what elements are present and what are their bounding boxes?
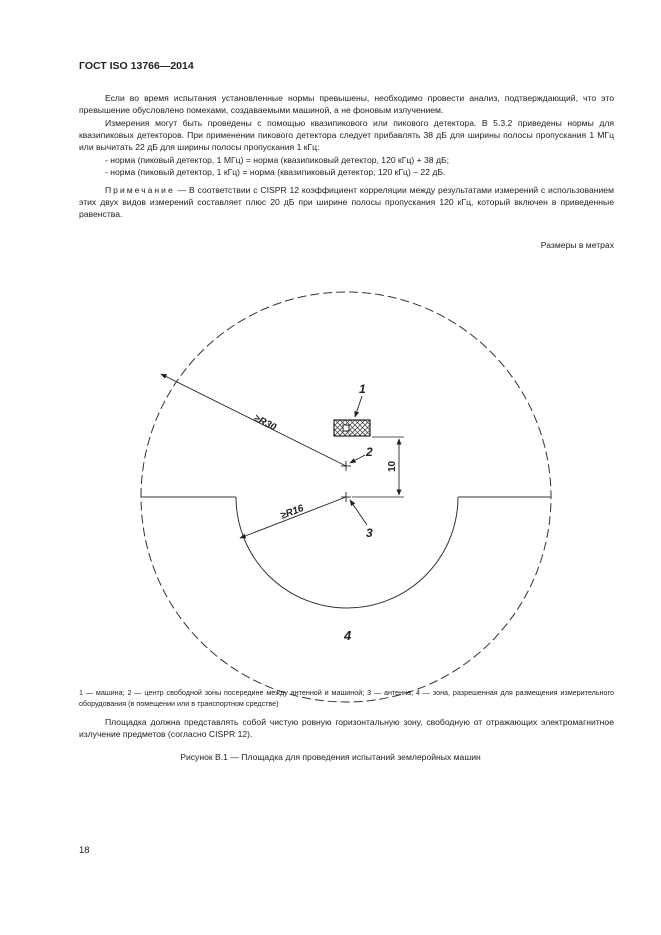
units-note: Размеры в метрах [540, 240, 614, 250]
machine-box [334, 420, 370, 436]
figure-caption: Рисунок В.1 — Площадка для проведения испытаний землеройных машин [180, 752, 481, 762]
document-header: ГОСТ ISO 13766—2014 [79, 60, 194, 72]
leader-3 [350, 500, 367, 525]
leader-2 [350, 455, 365, 463]
note-text: — В соответствии с CISPR 12 коэффициент корреляции между результатами измерений с использованием этих двух видов измерений составляет плюс 20 дБ при ширине полосы пропускания 120 кГц, который включен в приведенные равенства. [79, 185, 614, 220]
label-r30: ≥R30 [251, 412, 278, 434]
label-r16: ≥R16 [279, 502, 306, 522]
paragraph-detectors: Измерения могут быть проведены с помощью квазипикового или пикового детектора. В 5.3.2 приведены нормы для квазипиковых детекторов. При применении пикового детектора следует прибавлять 38 дБ для ширины полосы пропускания 1 МГц или вычитать 22 дБ для ширины полосы пропускания 1 кГц: [79, 118, 614, 153]
figure-legend: 1 — машина; 2 — центр свободной зоны посередине между антенной и машиной; 3 — антенна; 4 — зона, разрешенная для размещения измерительного оборудования (в помещении или в транспортном средстве) [79, 688, 614, 708]
label-10: 10 [387, 460, 398, 472]
bullet-peak-1mhz: - норма (пиковый детектор, 1 МГц) = норма (квазипиковый детектор, 120 кГц) + 38 дБ; [105, 155, 450, 165]
label-3: 3 [366, 526, 373, 540]
label-2: 2 [366, 445, 373, 459]
machine-inner [343, 425, 349, 431]
inner-boundary [236, 497, 458, 608]
label-1: 1 [359, 382, 366, 396]
paragraph-analysis: Если во время испытания установленные нормы превышены, необходимо провести анализ, подтверждающий, что это превышение обусловлено помехами, создаваемыми машиной, а не фоновым излучением. [79, 93, 614, 116]
leader-1 [355, 396, 362, 417]
paragraph-site: Площадка должна представлять собой чистую ровную горизонтальную зону, свободную от отражающих электромагнитное излучение предметов (согласно CISPR 12). [79, 717, 614, 740]
label-4: 4 [344, 628, 352, 643]
note-label: Примечание [105, 185, 175, 195]
page-number: 18 [79, 845, 90, 856]
bullet-peak-1khz: - норма (пиковый детектор, 1 кГц) = норма (квазипиковый детектор, 120 кГц) – 22 дБ. [105, 167, 446, 177]
